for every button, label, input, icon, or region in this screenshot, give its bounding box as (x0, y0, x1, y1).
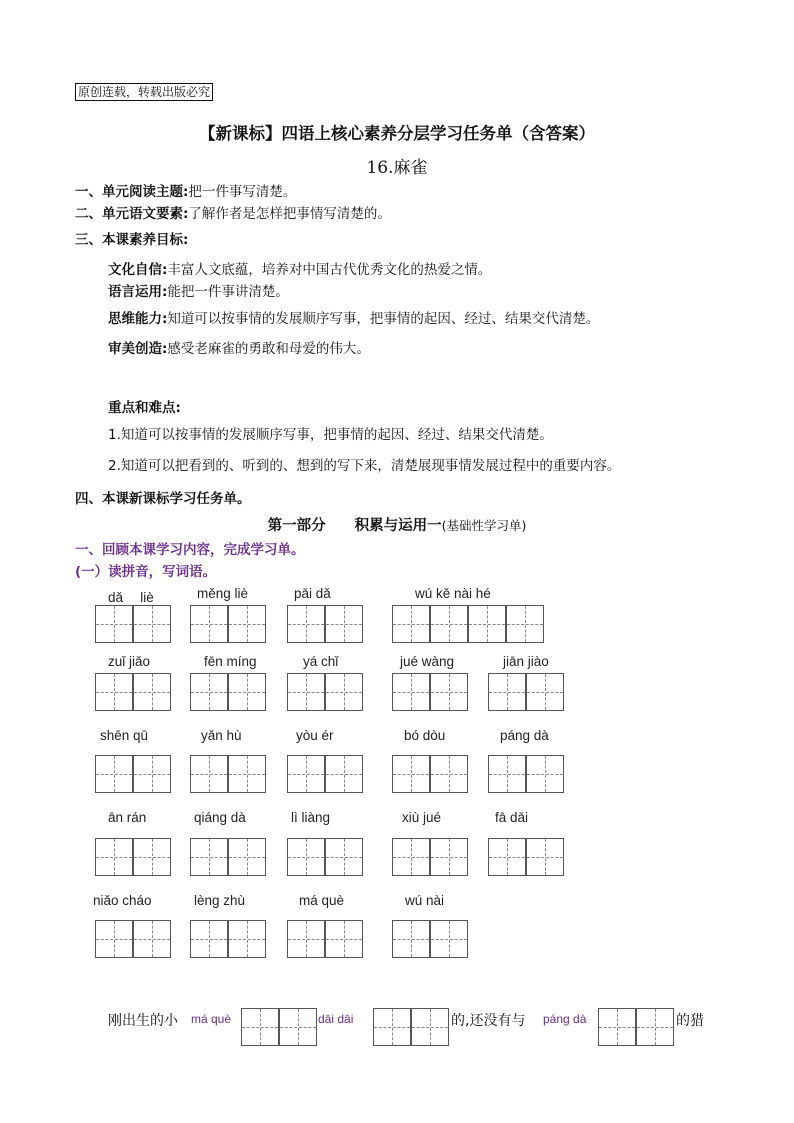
character-writing-box[interactable] (325, 605, 363, 643)
character-writing-box[interactable] (392, 605, 430, 643)
pinyin-label: pāi dǎ (294, 586, 331, 601)
character-writing-box[interactable] (325, 920, 363, 958)
page-title: 【新课标】四语上核心素养分层学习任务单（含答案） (199, 124, 595, 143)
key-point-2: 2.知道可以把看到的、听到的、想到的写下来，清楚展现事情发展过程中的重要内容。 (108, 458, 621, 474)
pinyin-label: fēn míng (204, 654, 257, 669)
key-point-1: 1.知道可以按事情的发展顺序写事，把事情的起因、经过、结果交代清楚。 (108, 427, 553, 443)
character-writing-box[interactable] (488, 838, 526, 876)
task-1-heading: 一、回顾本课学习内容，完成学习单。 (75, 542, 305, 558)
pinyin-label: ān rán (108, 810, 147, 825)
section-4-heading: 四、本课新课标学习任务单。 (75, 491, 251, 507)
character-writing-box[interactable] (228, 605, 266, 643)
character-writing-box[interactable] (526, 673, 564, 711)
character-writing-box[interactable] (430, 920, 468, 958)
character-writing-box[interactable] (287, 755, 325, 793)
pinyin-label: páng dà (500, 728, 549, 743)
sentence-writing-box[interactable] (598, 1008, 636, 1046)
character-writing-box[interactable] (95, 920, 133, 958)
pinyin-label: yòu ér (296, 728, 334, 743)
character-writing-box[interactable] (287, 920, 325, 958)
pinyin-label: bó dòu (404, 728, 446, 743)
character-writing-box[interactable] (392, 673, 430, 711)
goal-label: 思维能力: (108, 311, 168, 327)
sentence-writing-box[interactable] (373, 1008, 411, 1046)
sentence-writing-box[interactable] (241, 1008, 279, 1046)
character-writing-box[interactable] (325, 673, 363, 711)
sentence-pinyin-1: má què (191, 1012, 232, 1026)
pinyin-label: lèng zhù (194, 893, 246, 908)
character-writing-box[interactable] (133, 605, 171, 643)
character-writing-box[interactable] (392, 838, 430, 876)
pinyin-label: xiù jué (402, 810, 442, 825)
goal-text: 知道可以按事情的发展顺序写事，把事情的起因、经过、结果交代清楚。 (167, 311, 600, 327)
unit-theme-text: 把一件事写清楚。 (188, 184, 297, 200)
character-writing-box[interactable] (190, 605, 228, 643)
unit-elements-label: 二、单元语文要素: (75, 206, 189, 222)
character-writing-box[interactable] (430, 838, 468, 876)
character-writing-box[interactable] (468, 605, 506, 643)
goal-thinking (108, 307, 599, 327)
lesson-title: 16.麻雀 (366, 158, 428, 178)
character-writing-box[interactable] (95, 673, 133, 711)
part-title (0, 514, 794, 535)
pinyin-label: dǎ liè (108, 590, 154, 605)
pinyin-label: wú nài (405, 893, 445, 908)
pinyin-label: niǎo cháo (93, 893, 152, 908)
copyright-notice: 原创连载，转载出版必究 (75, 83, 213, 101)
lesson-goals-heading: 三、本课素养目标: (75, 232, 189, 248)
pinyin-label: zuǐ jiǎo (108, 654, 151, 669)
character-writing-box[interactable] (190, 838, 228, 876)
character-writing-box[interactable] (430, 673, 468, 711)
character-writing-box[interactable] (392, 755, 430, 793)
goal-text: 丰富人文底蕴，培养对中国古代优秀文化的热爱之情。 (167, 262, 492, 278)
character-writing-box[interactable] (95, 838, 133, 876)
task-1-subheading: (一）读拼音，写词语。 (75, 564, 217, 580)
sentence-part-1: 刚出生的小 (108, 1013, 178, 1029)
character-writing-box[interactable] (526, 755, 564, 793)
unit-elements (75, 202, 391, 222)
goal-language (108, 280, 289, 300)
character-writing-box[interactable] (228, 673, 266, 711)
character-writing-box[interactable] (287, 605, 325, 643)
pinyin-label: jué wàng (400, 654, 455, 669)
pinyin-label: lì liàng (291, 810, 331, 825)
goal-culture (108, 258, 491, 278)
goal-text: 能把一件事讲清楚。 (167, 284, 289, 300)
goal-aesthetic (108, 337, 370, 357)
character-writing-box[interactable] (488, 755, 526, 793)
pinyin-label: jiān jiào (503, 654, 549, 669)
pinyin-label: qiáng dà (194, 810, 246, 825)
pinyin-label: yǎn hù (201, 728, 242, 743)
pinyin-label: fā dāi (495, 810, 529, 825)
sentence-writing-box[interactable] (636, 1008, 674, 1046)
part-title-sub: (基础性学习单) (441, 518, 527, 533)
character-writing-box[interactable] (95, 605, 133, 643)
pinyin-label: měng liè (197, 586, 249, 601)
goal-label: 语言运用: (108, 284, 168, 300)
character-writing-box[interactable] (228, 920, 266, 958)
character-writing-box[interactable] (287, 673, 325, 711)
character-writing-box[interactable] (228, 755, 266, 793)
sentence-writing-box[interactable] (411, 1008, 449, 1046)
character-writing-box[interactable] (526, 838, 564, 876)
sentence-writing-box[interactable] (279, 1008, 317, 1046)
pinyin-label: má què (299, 893, 345, 908)
part-title-main: 第一部分 积累与运用一 (267, 517, 442, 534)
unit-elements-text: 了解作者是怎样把事情写清楚的。 (188, 206, 391, 222)
character-writing-box[interactable] (287, 838, 325, 876)
sentence-part-3: 的猎 (676, 1013, 704, 1029)
character-writing-box[interactable] (325, 838, 363, 876)
goal-text: 感受老麻雀的勇敢和母爱的伟大。 (167, 341, 370, 357)
character-writing-box[interactable] (392, 920, 430, 958)
pinyin-label: yá chǐ (303, 654, 339, 669)
character-writing-box[interactable] (506, 605, 544, 643)
character-writing-box[interactable] (228, 838, 266, 876)
character-writing-box[interactable] (488, 673, 526, 711)
character-writing-box[interactable] (95, 755, 133, 793)
key-points-heading: 重点和难点: (108, 400, 181, 416)
character-writing-box[interactable] (190, 755, 228, 793)
character-writing-box[interactable] (190, 673, 228, 711)
unit-theme (75, 180, 296, 200)
character-writing-box[interactable] (430, 755, 468, 793)
pinyin-label: shēn qū (100, 728, 149, 743)
character-writing-box[interactable] (133, 920, 171, 958)
unit-theme-label: 一、单元阅读主题: (75, 184, 189, 200)
pinyin-label: wú kě nài hé (415, 586, 491, 601)
character-writing-box[interactable] (190, 920, 228, 958)
character-writing-box[interactable] (133, 673, 171, 711)
character-writing-box[interactable] (430, 605, 468, 643)
goal-label: 文化自信: (108, 262, 168, 278)
sentence-pinyin-3: páng dà (543, 1012, 587, 1026)
sentence-pinyin-2: dāi dāi (318, 1012, 354, 1026)
sentence-part-2: 的,还没有与 (451, 1013, 526, 1029)
character-writing-box[interactable] (325, 755, 363, 793)
character-writing-box[interactable] (133, 755, 171, 793)
character-writing-box[interactable] (133, 838, 171, 876)
goal-label: 审美创造: (108, 341, 168, 357)
